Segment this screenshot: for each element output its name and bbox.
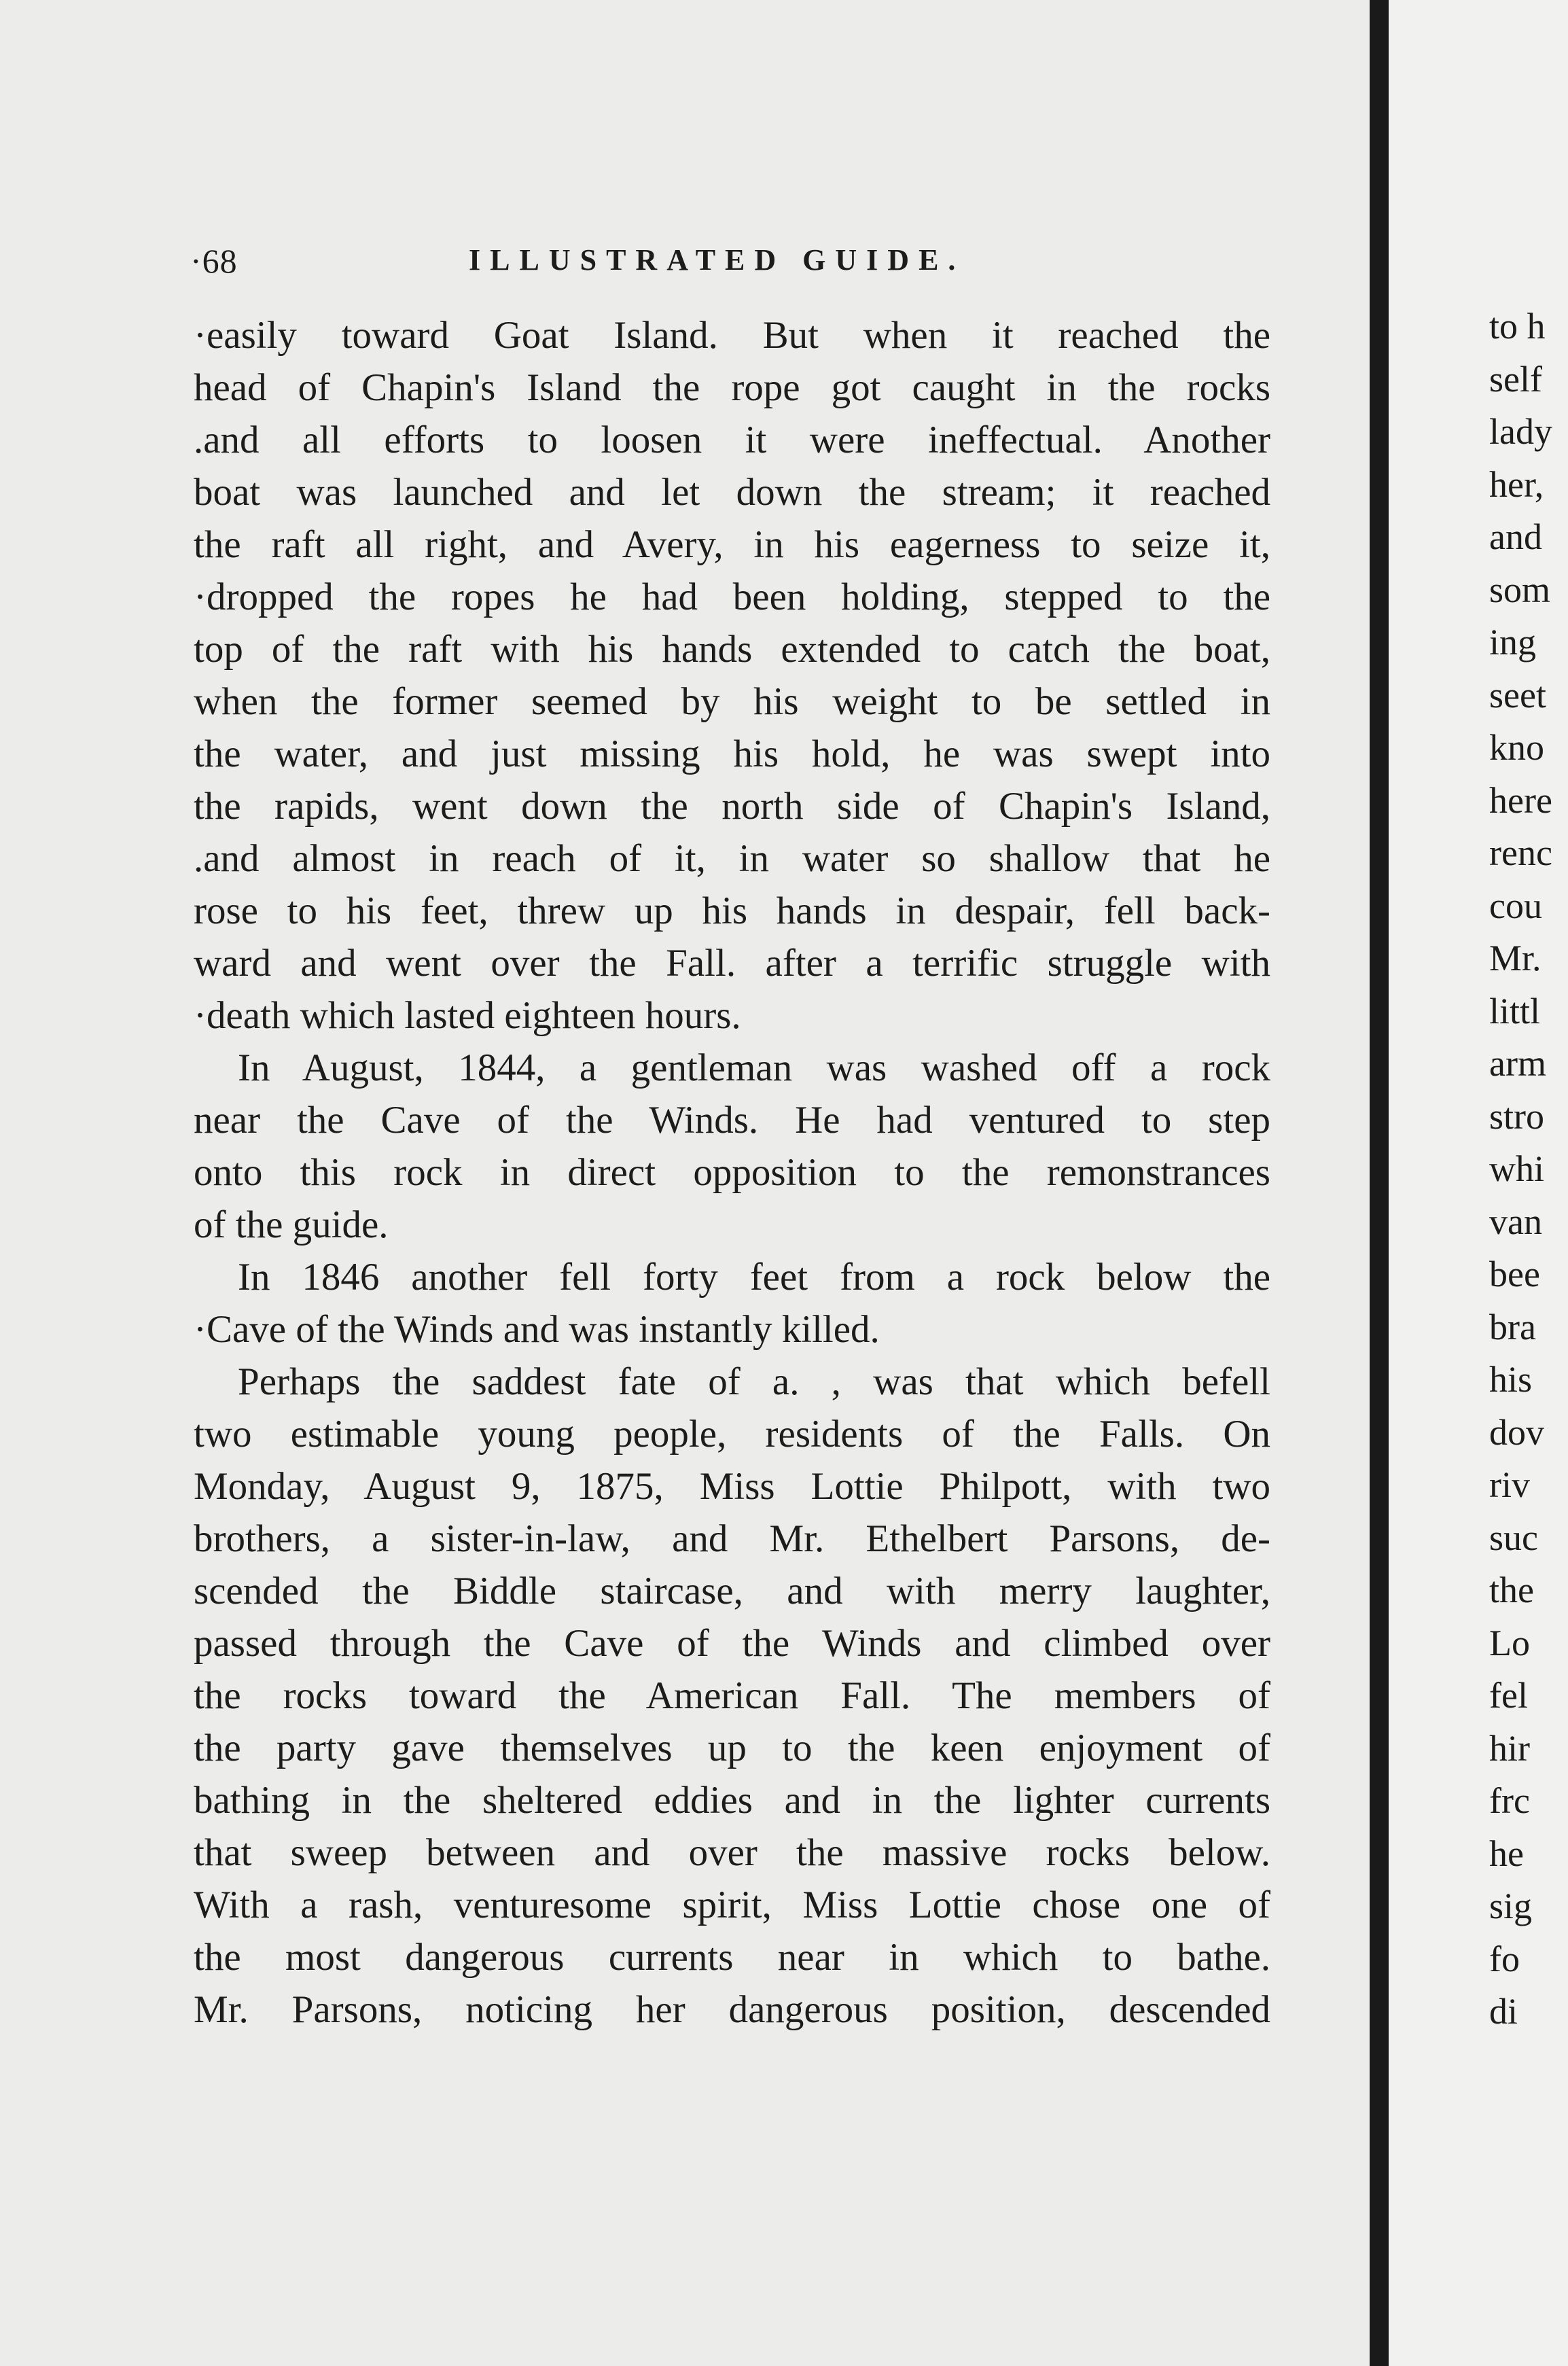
page-number: ·68 (190, 242, 238, 280)
right-fragment: arm (1489, 1043, 1546, 1084)
right-fragment: whi (1489, 1148, 1544, 1189)
text-line: In 1846 another fell forty feet from a rock below the (238, 1256, 1270, 1299)
right-fragment: Mr. (1489, 938, 1542, 978)
text-line: the raft all right, and Avery, in his eagerness to seize it, (194, 523, 1270, 566)
text-line: top of the raft with his hands extended to catch the boat, (194, 628, 1270, 671)
right-fragment: here (1489, 779, 1552, 821)
text-line: head of Chapin's Island the rope got caught in the rocks (194, 366, 1270, 409)
text-line: two estimable young people, residents of the Falls. On (194, 1413, 1270, 1455)
right-fragment: kno (1489, 727, 1544, 768)
right-fragment: renc (1489, 832, 1552, 873)
right-fragment: ing (1489, 622, 1537, 663)
text-line: .and almost in reach of it, in water so shallow that he (194, 837, 1270, 880)
text-line: rose to his feet, threw up his hands in despair, fell back- (194, 889, 1270, 932)
right-fragment: Lo (1489, 1622, 1530, 1663)
right-fragment: sig (1489, 1886, 1533, 1926)
right-page-edge (1389, 0, 1568, 2366)
right-page-text (1489, 300, 1552, 2038)
right-fragment: his (1489, 1359, 1533, 1400)
right-fragment: her, (1489, 463, 1544, 505)
right-fragment: bee (1489, 1254, 1540, 1294)
right-fragment: som (1489, 569, 1551, 610)
text-line: bathing in the sheltered eddies and in the lighter currents (194, 1779, 1270, 1822)
text-line: onto this rock in direct opposition to the remonstrances (194, 1151, 1270, 1194)
right-fragment: cou (1489, 885, 1542, 926)
right-fragment: riv (1489, 1464, 1530, 1505)
right-fragment: littl (1489, 990, 1541, 1031)
right-fragment: to h (1489, 306, 1546, 347)
right-fragment: the (1489, 1570, 1534, 1610)
text-line: ward and went over the Fall. after a terrific struggle with (194, 942, 1270, 985)
text-line: when the former seemed by his weight to be settled in (194, 680, 1270, 723)
text-line: near the Cave of the Winds. He had ventured to step (194, 1099, 1270, 1142)
right-fragment: fo (1489, 1938, 1520, 1979)
book-gutter (1370, 0, 1389, 2366)
text-line: Perhaps the saddest fate of a. , was that which befell (238, 1360, 1270, 1403)
right-fragment: di (1489, 1991, 1518, 2032)
text-line: of the guide. (194, 1203, 389, 1246)
text-line: With a rash, venturesome spirit, Miss Lottie chose one of (194, 1884, 1270, 1926)
right-fragment: lady (1489, 411, 1552, 452)
right-fragment: fel (1489, 1675, 1528, 1716)
right-fragment: he (1489, 1833, 1524, 1874)
text-line: ·death which lasted eighteen hours. (194, 994, 741, 1037)
right-fragment: dov (1489, 1411, 1544, 1453)
running-head (190, 241, 1277, 289)
right-fragment: self (1489, 358, 1542, 400)
text-line: ·Cave of the Winds and was instantly killed. (194, 1308, 880, 1351)
running-title: ILLUSTRATED GUIDE. (469, 243, 965, 277)
text-line: that sweep between and over the massive rocks below. (194, 1831, 1270, 1874)
text-line: ·easily toward Goat Island. But when it reached the (194, 314, 1270, 357)
right-fragment: and (1489, 516, 1542, 557)
body-text (194, 309, 1270, 2036)
text-line: Monday, August 9, 1875, Miss Lottie Philpott, with two (194, 1465, 1270, 1508)
right-fragment: bra (1489, 1306, 1536, 1347)
right-fragment: hir (1489, 1727, 1530, 1769)
text-line: boat was launched and let down the stream; it reached (194, 471, 1270, 514)
right-fragment: van (1489, 1201, 1542, 1242)
text-line: the party gave themselves up to the keen enjoyment of (194, 1727, 1270, 1769)
text-line: the most dangerous currents near in which to bathe. (194, 1936, 1270, 1979)
text-line: ·dropped the ropes he had been holding, stepped to the (194, 576, 1270, 618)
text-line: brothers, a sister-in-law, and Mr. Ethelbert Parsons, de- (194, 1517, 1270, 1560)
text-line: the water, and just missing his hold, he was swept into (194, 732, 1270, 775)
text-line: the rocks toward the American Fall. The members of (194, 1674, 1270, 1717)
right-fragment: stro (1489, 1095, 1544, 1137)
text-line: scended the Biddle staircase, and with merry laughter, (194, 1570, 1270, 1612)
right-fragment: seet (1489, 674, 1546, 716)
text-line: the rapids, went down the north side of Chapin's Island, (194, 785, 1270, 828)
text-line: In August, 1844, a gentleman was washed off a rock (238, 1046, 1270, 1089)
right-fragment: frc (1489, 1780, 1530, 1821)
text-line: Mr. Parsons, noticing her dangerous position, descended (194, 1988, 1270, 2031)
text-line: passed through the Cave of the Winds and climbed over (194, 1622, 1270, 1665)
right-fragment: suc (1489, 1517, 1538, 1558)
text-line: .and all efforts to loosen it were ineffectual. Another (194, 419, 1270, 461)
